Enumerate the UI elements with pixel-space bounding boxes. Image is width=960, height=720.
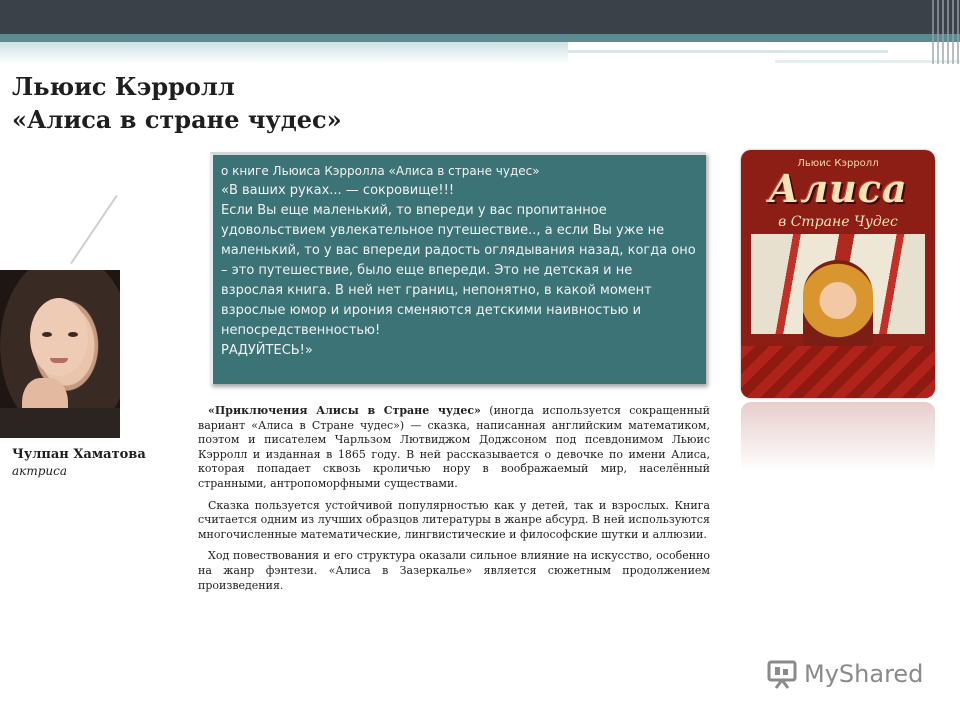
photo-mouth (50, 358, 68, 363)
quote-body: Если Вы еще маленький, то впереди у вас пропитанное удовольствием увлекательное путешествие.., а если Вы уже не маленький, то у вас впереди радость оглядывания назад, когда оно – это путешествие, было еще впереди. Это не детская и не взрослая книга. В ней нет границ, непонятно, в какой момент взрослые юмор и ирония сменяются детскими наивностью и непосредственностью! (221, 203, 696, 338)
article-paragraph-text: (иногда используется сокращенный вариант «Алиса в Стране чудес») — сказка, написанная английским математиком, поэтом и писателем Чарльзом Лютвиджом Доджсоном под псевдонимом Льюис Кэрролл и изданная в 1865 году. В ней рассказывается о девочке по имени Алиса, которая попадает сквозь кроличью нору в воображаемый мир, населённый странными, антропоморфными существами. (198, 404, 710, 490)
book-cover-alice-figure (803, 260, 873, 350)
myshared-watermark[interactable] (766, 656, 923, 692)
watermark-text: MyShared (804, 660, 924, 688)
quote-box (210, 152, 706, 384)
person-role: актриса (12, 464, 67, 478)
photo-eye (68, 332, 78, 337)
quote-closing: РАДУЙТЕСЬ!» (221, 343, 313, 358)
slide-title (12, 70, 342, 136)
book-cover-title: Алиса (768, 166, 908, 211)
book-cover-subtitle: в Стране Чудес (778, 214, 898, 230)
quote-intro: о книге Льюиса Кэрролла «Алиса в стране чудес» (221, 164, 540, 178)
slide-title-band (0, 42, 568, 64)
article-paragraph: Ход повествования и его структура оказали сильное влияние на искусство, особенно на жанр фэнтези. «Алиса в Зазеркалье» является сюжетным продолжением произведения. (198, 549, 710, 592)
book-cover-reflection (741, 402, 935, 472)
actress-photo (0, 270, 120, 438)
book-cover-floor (741, 346, 935, 398)
article-paragraph (198, 404, 710, 492)
book-cover-image (741, 150, 935, 398)
callout-connector-line (70, 195, 118, 264)
photo-eye (42, 332, 52, 337)
slide-title-book: «Алиса в стране чудес» (12, 105, 342, 134)
slide-accent-stripe (0, 34, 960, 42)
photo-face (30, 298, 88, 376)
slide-title-author: Льюис Кэрролл (12, 72, 235, 101)
person-name: Чулпан Хаматова (12, 447, 146, 462)
article-paragraph: Сказка пользуется устойчивой популярностью как у детей, так и взрослых. Книга считается одним из лучших образцов литературы в жанре абсурд. В ней используются многочисленные математические, лингвистические и философские шутки и аллюзии. (198, 498, 710, 541)
book-cover-author: Льюис Кэрролл (797, 158, 879, 169)
article-book-title: «Приключения Алисы в Стране чудес» (208, 404, 481, 417)
photo-clothing (0, 408, 120, 438)
article-text (198, 404, 710, 600)
slide-top-bar (0, 0, 960, 34)
decorative-line (568, 50, 888, 53)
decorative-corner-lines (932, 0, 960, 64)
presentation-icon (766, 658, 798, 690)
quote-line: «В ваших руках... — сокровище!!! (221, 183, 455, 198)
